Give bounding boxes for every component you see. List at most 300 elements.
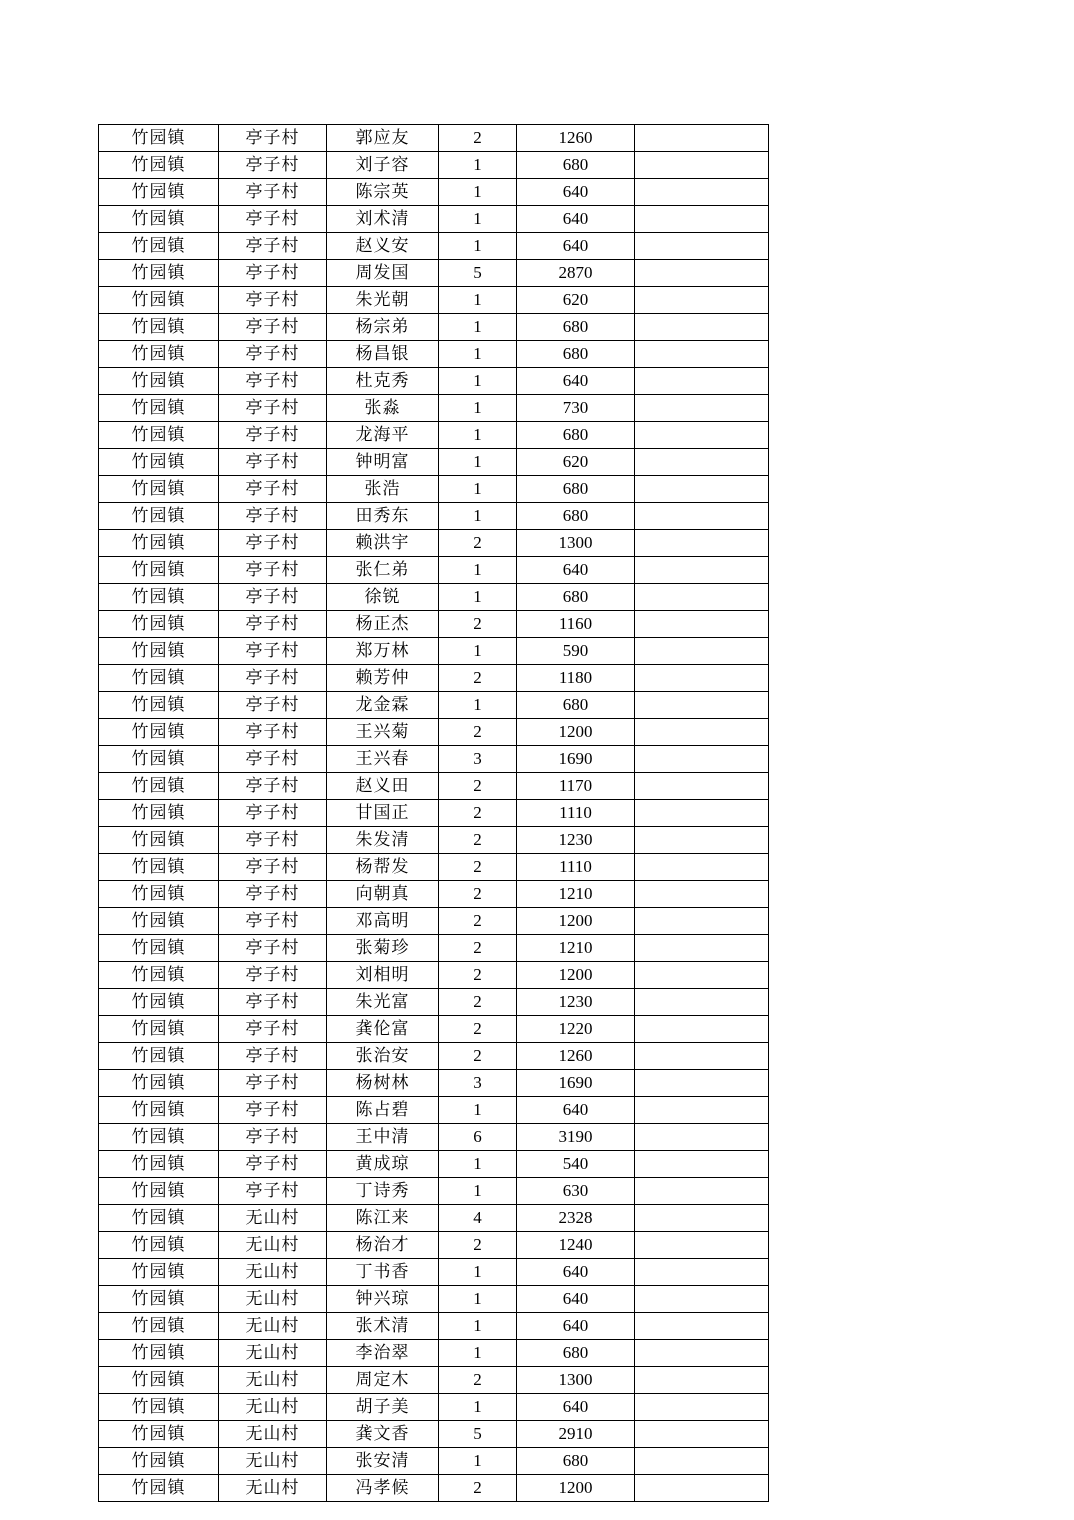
cell-township: 竹园镇 [99, 773, 219, 800]
cell-notes [635, 1016, 769, 1043]
cell-township: 竹园镇 [99, 152, 219, 179]
cell-notes [635, 1070, 769, 1097]
cell-name: 刘术清 [327, 206, 439, 233]
cell-count: 1 [439, 1340, 517, 1367]
cell-notes [635, 1178, 769, 1205]
cell-name: 黄成琼 [327, 1151, 439, 1178]
cell-township: 竹园镇 [99, 1421, 219, 1448]
table-row [99, 1232, 769, 1259]
cell-notes [635, 152, 769, 179]
cell-village: 亭子村 [219, 287, 327, 314]
cell-township: 竹园镇 [99, 1205, 219, 1232]
cell-amount: 1110 [517, 854, 635, 881]
cell-township: 竹园镇 [99, 611, 219, 638]
cell-village: 亭子村 [219, 881, 327, 908]
cell-notes [635, 773, 769, 800]
table-row [99, 1124, 769, 1151]
cell-count: 3 [439, 746, 517, 773]
cell-notes [635, 206, 769, 233]
cell-township: 竹园镇 [99, 692, 219, 719]
cell-township: 竹园镇 [99, 449, 219, 476]
cell-notes [635, 1367, 769, 1394]
cell-township: 竹园镇 [99, 260, 219, 287]
cell-name: 杜克秀 [327, 368, 439, 395]
cell-notes [635, 908, 769, 935]
table-row [99, 179, 769, 206]
cell-count: 6 [439, 1124, 517, 1151]
cell-township: 竹园镇 [99, 962, 219, 989]
cell-township: 竹园镇 [99, 854, 219, 881]
cell-amount: 1260 [517, 1043, 635, 1070]
table-row [99, 1421, 769, 1448]
cell-amount: 1170 [517, 773, 635, 800]
cell-township: 竹园镇 [99, 584, 219, 611]
cell-name: 杨宗弟 [327, 314, 439, 341]
cell-amount: 1210 [517, 881, 635, 908]
cell-township: 竹园镇 [99, 476, 219, 503]
cell-village: 亭子村 [219, 611, 327, 638]
cell-notes [635, 1394, 769, 1421]
cell-village: 无山村 [219, 1340, 327, 1367]
cell-name: 朱发清 [327, 827, 439, 854]
cell-village: 亭子村 [219, 989, 327, 1016]
cell-count: 2 [439, 800, 517, 827]
cell-name: 向朝真 [327, 881, 439, 908]
cell-amount: 680 [517, 503, 635, 530]
cell-amount: 1200 [517, 1475, 635, 1502]
cell-name: 杨树林 [327, 1070, 439, 1097]
cell-amount: 640 [517, 179, 635, 206]
cell-village: 亭子村 [219, 1178, 327, 1205]
cell-amount: 1230 [517, 827, 635, 854]
cell-notes [635, 395, 769, 422]
cell-township: 竹园镇 [99, 1448, 219, 1475]
table-row [99, 638, 769, 665]
cell-count: 2 [439, 935, 517, 962]
cell-township: 竹园镇 [99, 989, 219, 1016]
cell-name: 刘相明 [327, 962, 439, 989]
cell-notes [635, 665, 769, 692]
cell-notes [635, 179, 769, 206]
cell-name: 周定木 [327, 1367, 439, 1394]
cell-village: 亭子村 [219, 395, 327, 422]
cell-count: 3 [439, 1070, 517, 1097]
cell-amount: 1160 [517, 611, 635, 638]
cell-count: 1 [439, 1178, 517, 1205]
cell-notes [635, 1232, 769, 1259]
cell-count: 2 [439, 530, 517, 557]
table-row [99, 1394, 769, 1421]
cell-village: 亭子村 [219, 557, 327, 584]
cell-notes [635, 476, 769, 503]
cell-notes [635, 1286, 769, 1313]
cell-township: 竹园镇 [99, 1097, 219, 1124]
cell-village: 亭子村 [219, 1097, 327, 1124]
cell-amount: 1180 [517, 665, 635, 692]
cell-township: 竹园镇 [99, 503, 219, 530]
cell-count: 1 [439, 692, 517, 719]
cell-township: 竹园镇 [99, 1367, 219, 1394]
cell-notes [635, 692, 769, 719]
cell-amount: 680 [517, 476, 635, 503]
cell-count: 2 [439, 854, 517, 881]
cell-township: 竹园镇 [99, 179, 219, 206]
cell-notes [635, 368, 769, 395]
cell-amount: 2328 [517, 1205, 635, 1232]
cell-amount: 640 [517, 1097, 635, 1124]
table-row [99, 1178, 769, 1205]
cell-village: 亭子村 [219, 1151, 327, 1178]
cell-amount: 680 [517, 692, 635, 719]
cell-village: 亭子村 [219, 1070, 327, 1097]
table-row [99, 1448, 769, 1475]
cell-count: 2 [439, 665, 517, 692]
table-row [99, 314, 769, 341]
cell-village: 亭子村 [219, 908, 327, 935]
cell-amount: 1690 [517, 1070, 635, 1097]
cell-township: 竹园镇 [99, 1394, 219, 1421]
cell-amount: 640 [517, 1259, 635, 1286]
cell-notes [635, 611, 769, 638]
cell-notes [635, 935, 769, 962]
cell-count: 1 [439, 1448, 517, 1475]
cell-township: 竹园镇 [99, 530, 219, 557]
table-row [99, 719, 769, 746]
table-row [99, 1070, 769, 1097]
table-row [99, 395, 769, 422]
cell-village: 无山村 [219, 1286, 327, 1313]
cell-amount: 640 [517, 368, 635, 395]
cell-count: 2 [439, 989, 517, 1016]
table-row [99, 773, 769, 800]
cell-village: 亭子村 [219, 773, 327, 800]
cell-name: 邓高明 [327, 908, 439, 935]
table-row [99, 206, 769, 233]
cell-village: 亭子村 [219, 692, 327, 719]
table-row [99, 881, 769, 908]
cell-name: 田秀东 [327, 503, 439, 530]
cell-notes [635, 1448, 769, 1475]
cell-village: 亭子村 [219, 827, 327, 854]
cell-notes [635, 1205, 769, 1232]
cell-name: 张淼 [327, 395, 439, 422]
table-row [99, 260, 769, 287]
cell-amount: 640 [517, 233, 635, 260]
cell-township: 竹园镇 [99, 1016, 219, 1043]
table-row [99, 1097, 769, 1124]
cell-name: 刘子容 [327, 152, 439, 179]
cell-village: 亭子村 [219, 1124, 327, 1151]
table-row [99, 962, 769, 989]
cell-name: 杨正杰 [327, 611, 439, 638]
cell-count: 2 [439, 773, 517, 800]
cell-count: 1 [439, 1394, 517, 1421]
cell-name: 赖洪宇 [327, 530, 439, 557]
cell-name: 李治翠 [327, 1340, 439, 1367]
table-row [99, 854, 769, 881]
cell-notes [635, 287, 769, 314]
cell-notes [635, 854, 769, 881]
cell-village: 无山村 [219, 1367, 327, 1394]
cell-notes [635, 1124, 769, 1151]
table-row [99, 1016, 769, 1043]
cell-amount: 680 [517, 1340, 635, 1367]
cell-amount: 3190 [517, 1124, 635, 1151]
cell-name: 王中清 [327, 1124, 439, 1151]
table-row [99, 1286, 769, 1313]
cell-township: 竹园镇 [99, 395, 219, 422]
table-row [99, 233, 769, 260]
cell-count: 2 [439, 125, 517, 152]
cell-township: 竹园镇 [99, 1043, 219, 1070]
cell-amount: 1240 [517, 1232, 635, 1259]
cell-township: 竹园镇 [99, 1259, 219, 1286]
cell-notes [635, 1475, 769, 1502]
cell-count: 1 [439, 1151, 517, 1178]
cell-name: 周发国 [327, 260, 439, 287]
cell-amount: 630 [517, 1178, 635, 1205]
cell-amount: 1690 [517, 746, 635, 773]
cell-name: 王兴春 [327, 746, 439, 773]
table-row [99, 692, 769, 719]
cell-name: 赵义安 [327, 233, 439, 260]
cell-village: 亭子村 [219, 854, 327, 881]
cell-name: 徐锐 [327, 584, 439, 611]
cell-name: 张菊珍 [327, 935, 439, 962]
cell-amount: 680 [517, 584, 635, 611]
cell-name: 钟兴琼 [327, 1286, 439, 1313]
cell-township: 竹园镇 [99, 287, 219, 314]
cell-notes [635, 503, 769, 530]
cell-notes [635, 1340, 769, 1367]
cell-name: 龙海平 [327, 422, 439, 449]
cell-count: 1 [439, 395, 517, 422]
cell-amount: 1300 [517, 530, 635, 557]
cell-village: 亭子村 [219, 530, 327, 557]
cell-notes [635, 233, 769, 260]
cell-township: 竹园镇 [99, 908, 219, 935]
cell-notes [635, 1097, 769, 1124]
cell-count: 2 [439, 611, 517, 638]
cell-amount: 680 [517, 422, 635, 449]
cell-amount: 590 [517, 638, 635, 665]
cell-township: 竹园镇 [99, 341, 219, 368]
cell-village: 无山村 [219, 1421, 327, 1448]
cell-notes [635, 422, 769, 449]
cell-amount: 1260 [517, 125, 635, 152]
cell-village: 亭子村 [219, 341, 327, 368]
cell-notes [635, 638, 769, 665]
cell-notes [635, 1313, 769, 1340]
cell-amount: 1200 [517, 962, 635, 989]
cell-notes [635, 260, 769, 287]
cell-township: 竹园镇 [99, 368, 219, 395]
cell-township: 竹园镇 [99, 935, 219, 962]
cell-township: 竹园镇 [99, 314, 219, 341]
cell-notes [635, 1043, 769, 1070]
cell-count: 1 [439, 152, 517, 179]
cell-count: 1 [439, 449, 517, 476]
table-row [99, 1259, 769, 1286]
cell-name: 龚伦富 [327, 1016, 439, 1043]
cell-count: 1 [439, 1097, 517, 1124]
table-row [99, 1367, 769, 1394]
cell-amount: 540 [517, 1151, 635, 1178]
cell-village: 无山村 [219, 1475, 327, 1502]
cell-notes [635, 449, 769, 476]
table-row [99, 908, 769, 935]
cell-name: 郭应友 [327, 125, 439, 152]
cell-count: 1 [439, 1313, 517, 1340]
cell-amount: 1110 [517, 800, 635, 827]
cell-township: 竹园镇 [99, 1070, 219, 1097]
cell-township: 竹园镇 [99, 746, 219, 773]
cell-count: 1 [439, 584, 517, 611]
cell-township: 竹园镇 [99, 719, 219, 746]
table-row [99, 935, 769, 962]
cell-name: 张浩 [327, 476, 439, 503]
cell-township: 竹园镇 [99, 800, 219, 827]
cell-name: 冯孝候 [327, 1475, 439, 1502]
cell-amount: 1220 [517, 1016, 635, 1043]
cell-amount: 1200 [517, 719, 635, 746]
table-row [99, 1340, 769, 1367]
cell-count: 2 [439, 881, 517, 908]
cell-count: 2 [439, 1043, 517, 1070]
cell-amount: 1200 [517, 908, 635, 935]
cell-amount: 2910 [517, 1421, 635, 1448]
table-row [99, 557, 769, 584]
table-row [99, 1205, 769, 1232]
cell-village: 亭子村 [219, 584, 327, 611]
cell-notes [635, 584, 769, 611]
cell-township: 竹园镇 [99, 665, 219, 692]
cell-amount: 640 [517, 1286, 635, 1313]
cell-name: 丁书香 [327, 1259, 439, 1286]
cell-name: 陈宗英 [327, 179, 439, 206]
cell-village: 无山村 [219, 1313, 327, 1340]
cell-village: 亭子村 [219, 665, 327, 692]
cell-township: 竹园镇 [99, 638, 219, 665]
cell-village: 无山村 [219, 1448, 327, 1475]
table-row [99, 800, 769, 827]
cell-name: 张安清 [327, 1448, 439, 1475]
cell-township: 竹园镇 [99, 233, 219, 260]
cell-amount: 640 [517, 1313, 635, 1340]
cell-township: 竹园镇 [99, 1151, 219, 1178]
cell-village: 亭子村 [219, 746, 327, 773]
table-row [99, 1475, 769, 1502]
cell-name: 张治安 [327, 1043, 439, 1070]
cell-amount: 640 [517, 206, 635, 233]
cell-village: 亭子村 [219, 314, 327, 341]
cell-count: 1 [439, 314, 517, 341]
table-row [99, 476, 769, 503]
cell-count: 1 [439, 233, 517, 260]
table-row [99, 422, 769, 449]
cell-name: 陈占碧 [327, 1097, 439, 1124]
table-row [99, 665, 769, 692]
cell-name: 郑万林 [327, 638, 439, 665]
cell-township: 竹园镇 [99, 1286, 219, 1313]
cell-village: 亭子村 [219, 1043, 327, 1070]
cell-village: 亭子村 [219, 719, 327, 746]
cell-name: 龙金霖 [327, 692, 439, 719]
cell-count: 1 [439, 503, 517, 530]
cell-amount: 680 [517, 1448, 635, 1475]
cell-amount: 680 [517, 341, 635, 368]
cell-notes [635, 1151, 769, 1178]
table-row [99, 125, 769, 152]
cell-notes [635, 989, 769, 1016]
cell-count: 1 [439, 638, 517, 665]
cell-notes [635, 1259, 769, 1286]
cell-amount: 1230 [517, 989, 635, 1016]
cell-count: 2 [439, 1232, 517, 1259]
cell-name: 杨治才 [327, 1232, 439, 1259]
cell-count: 2 [439, 1016, 517, 1043]
cell-count: 1 [439, 476, 517, 503]
cell-village: 亭子村 [219, 368, 327, 395]
cell-name: 赵义田 [327, 773, 439, 800]
cell-village: 亭子村 [219, 476, 327, 503]
cell-notes [635, 314, 769, 341]
cell-notes [635, 827, 769, 854]
cell-count: 5 [439, 1421, 517, 1448]
cell-count: 1 [439, 368, 517, 395]
cell-village: 亭子村 [219, 1016, 327, 1043]
cell-amount: 2870 [517, 260, 635, 287]
cell-name: 陈江来 [327, 1205, 439, 1232]
cell-count: 1 [439, 206, 517, 233]
cell-township: 竹园镇 [99, 125, 219, 152]
table-row [99, 287, 769, 314]
cell-notes [635, 746, 769, 773]
cell-village: 亭子村 [219, 800, 327, 827]
cell-name: 朱光富 [327, 989, 439, 1016]
cell-amount: 680 [517, 152, 635, 179]
cell-count: 2 [439, 827, 517, 854]
cell-village: 亭子村 [219, 206, 327, 233]
table-row [99, 1151, 769, 1178]
cell-village: 亭子村 [219, 962, 327, 989]
cell-village: 亭子村 [219, 233, 327, 260]
table-row [99, 449, 769, 476]
cell-notes [635, 962, 769, 989]
cell-count: 2 [439, 962, 517, 989]
cell-name: 钟明富 [327, 449, 439, 476]
table-row [99, 503, 769, 530]
table-row [99, 152, 769, 179]
cell-village: 亭子村 [219, 152, 327, 179]
cell-village: 无山村 [219, 1394, 327, 1421]
cell-name: 杨帮发 [327, 854, 439, 881]
table-row [99, 827, 769, 854]
cell-count: 1 [439, 557, 517, 584]
cell-notes [635, 341, 769, 368]
cell-village: 亭子村 [219, 125, 327, 152]
cell-village: 无山村 [219, 1205, 327, 1232]
cell-count: 2 [439, 908, 517, 935]
cell-village: 无山村 [219, 1259, 327, 1286]
cell-township: 竹园镇 [99, 1313, 219, 1340]
cell-count: 1 [439, 341, 517, 368]
cell-count: 2 [439, 719, 517, 746]
cell-name: 王兴菊 [327, 719, 439, 746]
table-row [99, 1043, 769, 1070]
cell-notes [635, 719, 769, 746]
cell-amount: 620 [517, 287, 635, 314]
